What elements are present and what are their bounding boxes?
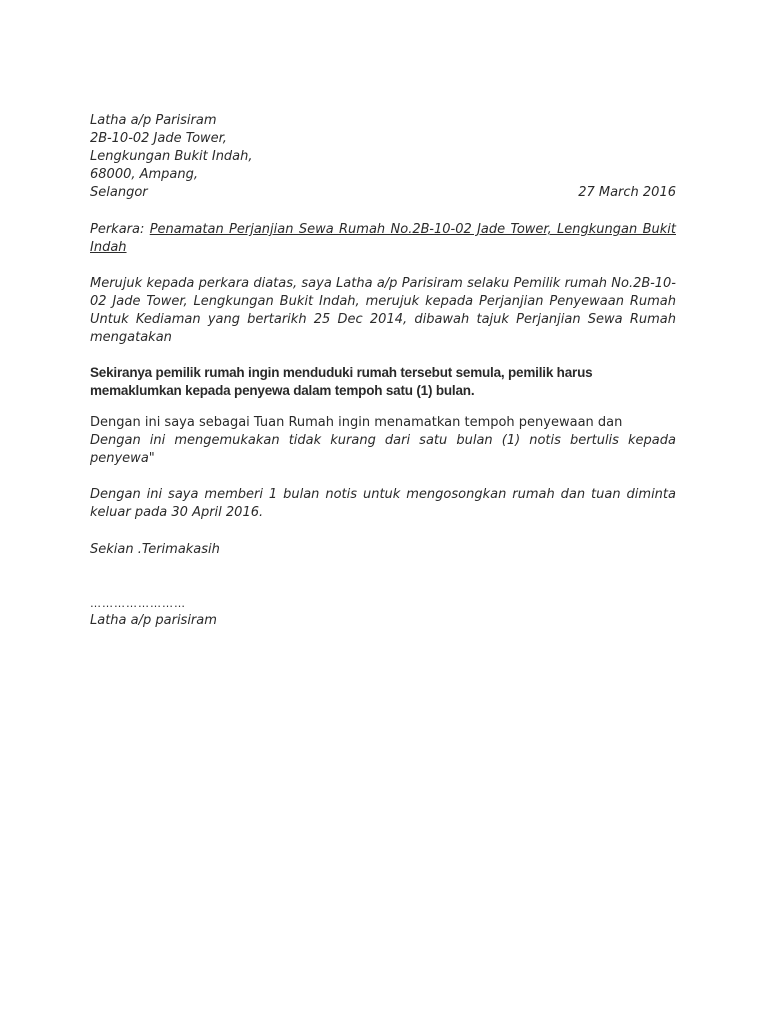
notice-intro-line: Dengan ini saya sebagai Tuan Rumah ingin menamatkan tempoh penyewaan dan bbox=[90, 415, 623, 430]
signature-line: …………………… bbox=[90, 597, 186, 610]
closing-line: Sekian .Terimakasih bbox=[90, 542, 220, 557]
subject-line bbox=[90, 221, 676, 257]
paragraph-vacate: Dengan ini saya memberi 1 bulan notis untuk mengosongkan rumah dan tuan diminta keluar pada 30 April 2016. bbox=[90, 487, 676, 520]
address-line-1: 2B-10-02 Jade Tower, bbox=[90, 131, 227, 146]
signer-name: Latha a/p parisiram bbox=[90, 613, 217, 628]
address-line-2: Lengkungan Bukit Indah, bbox=[90, 149, 253, 164]
letter-date: 27 March 2016 bbox=[578, 185, 676, 200]
address-line-3: 68000, Ampang, bbox=[90, 167, 199, 182]
subject-label: Perkara: bbox=[90, 222, 150, 237]
paragraph-reference: Merujuk kepada perkara diatas, saya Latha a/p Parisiram selaku Pemilik rumah No.2B-10-02 Jade Tower, Lengkungan Bukit Indah, merujuk kepada Perjanjian Penyewaan Rumah Untuk Kediaman yang bertarikh 25 Dec 2014, dibawah tajuk Perjanjian Sewa Rumah mengatakan bbox=[90, 276, 676, 345]
subject-title: Penamatan Perjanjian Sewa Rumah No.2B-10-02 Jade Tower, Lengkungan Bukit Indah bbox=[90, 222, 676, 255]
address-state: Selangor bbox=[90, 185, 148, 200]
quoted-clause: Sekiranya pemilik rumah ingin menduduki rumah tersebut semula, pemilik harus memaklumkan kepada penyewa dalam tempoh satu (1) bulan. bbox=[90, 365, 593, 398]
sender-name: Latha a/p Parisiram bbox=[90, 113, 217, 128]
paragraph-notice: Dengan ini mengemukakan tidak kurang dari satu bulan (1) notis bertulis kepada penyewa" bbox=[90, 433, 676, 466]
